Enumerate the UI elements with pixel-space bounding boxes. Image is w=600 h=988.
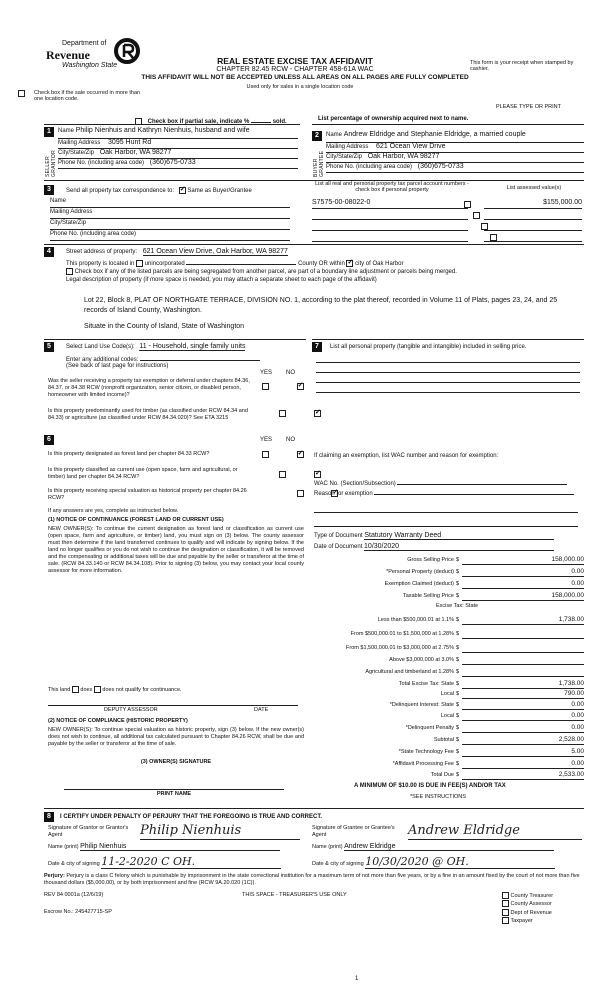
s5-q1-no[interactable] xyxy=(297,383,304,390)
money-label: Above $3,000,000 at 3.0% xyxy=(389,657,454,663)
perjury-label: Perjury: xyxy=(44,873,65,879)
deputy-line[interactable] xyxy=(48,697,298,706)
money-value[interactable] xyxy=(462,644,584,653)
dollar-sign: $ xyxy=(456,761,460,767)
dept-line2: Revenue xyxy=(46,48,90,62)
dollar-sign: $ xyxy=(456,645,460,651)
assessed-line-2[interactable] xyxy=(484,211,582,220)
dept-line1: Department of xyxy=(62,40,107,47)
money-value[interactable]: 0.00 xyxy=(462,760,584,769)
dollar-sign: $ xyxy=(456,713,460,719)
money-row xyxy=(312,736,584,745)
segregated-label: Check box if any of the listed parcels are being segregated from another parcel, are part of a boundary line adjustment or parcels being merged. xyxy=(74,269,457,276)
grantor-sig-label: Signature of Grantor or Grantor's Agent xyxy=(48,825,129,838)
money-row xyxy=(312,680,584,689)
seller-name-label: Name xyxy=(58,128,75,134)
section-2-number: 2 xyxy=(312,131,322,141)
money-label: *Delinquent Penalty xyxy=(405,725,454,731)
dist-treasurer: County Treasurer xyxy=(510,892,554,899)
money-value[interactable]: 5.00 xyxy=(462,748,584,757)
section-8-number: 8 xyxy=(44,812,54,822)
money-row xyxy=(312,630,584,639)
seller-address[interactable]: 3095 Hunt Rd xyxy=(108,139,152,146)
section-7-number: 7 xyxy=(312,342,322,352)
money-row xyxy=(312,568,584,577)
dollar-sign: $ xyxy=(456,631,460,637)
notice1-title: (1) NOTICE OF CONTINUANCE (FOREST LAND OR CURRENT USE) xyxy=(48,517,224,523)
section-3-number: 3 xyxy=(44,185,54,195)
does-checkbox[interactable] xyxy=(72,686,79,693)
s5-q2: Is this property predominantly used for timber (as classified under RCW 84.34 and 84.33) or agriculture (as classified under RCW 84.34.020)? See ETA 3215 xyxy=(48,408,248,421)
deputy-date-label: DATE xyxy=(254,707,269,713)
money-row xyxy=(312,616,584,625)
dollar-sign: $ xyxy=(456,669,460,675)
deputy-assessor-label: DEPUTY ASSESSOR xyxy=(104,707,158,713)
doc-type-label: Type of Document xyxy=(314,533,363,539)
dist-dor: Dept of Revenue xyxy=(510,909,552,916)
dollar-sign: $ xyxy=(456,657,460,663)
perjury-text: Perjury is a class C felony which is punishable by imprisonment in the state correctional institution for a maximum term of not more than five years, or by a fine in an amount fixed by the court of not more than five thousand dollars ($5,000.00), or by both imprisonment and fine (RCW 9A.20.020 (1C)). xyxy=(44,873,580,886)
money-label: *Personal Property (deduct) xyxy=(386,569,454,575)
pp-line-3[interactable] xyxy=(316,374,580,383)
seller-phone-label: Phone No. (including area code) xyxy=(58,160,145,166)
grantee-name-label: Name (print) xyxy=(312,844,343,850)
see-instructions: *SEE INSTRUCTIONS xyxy=(410,794,466,800)
buyer-address[interactable]: 621 Ocean View Drive xyxy=(376,143,446,150)
dollar-sign: $ xyxy=(456,691,460,697)
money-label: Total Due xyxy=(430,772,454,778)
dist-assessor: County Assessor xyxy=(510,901,552,908)
land-use-label: Select Land Use Code(s): xyxy=(66,344,135,350)
money-label: *State Technology Fee xyxy=(398,749,454,755)
money-row xyxy=(312,771,584,780)
personal-property-label: List all personal property (tangible and intangible) included in selling price. xyxy=(330,344,527,350)
parcel-header: List all real and personal property tax parcel account numbers - check box if personal property xyxy=(315,181,469,193)
money-row xyxy=(312,712,584,721)
dollar-sign: $ xyxy=(456,581,460,587)
section-5-number: 5 xyxy=(44,342,54,352)
street-label: Street address of property: xyxy=(66,249,138,255)
does-not-checkbox[interactable] xyxy=(94,686,101,693)
money-row xyxy=(312,748,584,757)
same-as-buyer-label: Same as Buyer/Grantee xyxy=(187,188,252,195)
s6-q3-yes[interactable] xyxy=(297,490,304,497)
buyer-side-label: BUYER GRANTEE xyxy=(313,150,325,177)
money-value[interactable]: 0.00 xyxy=(462,568,584,577)
partial-sale-label: Check box if partial sale, indicate % xyxy=(147,119,250,125)
buyer-city-label: City/State/Zip xyxy=(326,154,363,160)
located-label: This property is located in xyxy=(66,261,135,267)
doc-type[interactable]: Statutory Warranty Deed xyxy=(364,532,554,540)
parcel-number[interactable]: S7575-00-08022-0 xyxy=(312,199,371,206)
s5-q1-yes[interactable] xyxy=(262,383,269,390)
excise-header: Excise Tax: State xyxy=(436,603,479,609)
additional-codes-field[interactable] xyxy=(140,354,260,361)
money-row xyxy=(312,592,584,601)
s6-q1-no[interactable] xyxy=(297,451,304,458)
s3-name-label: Name xyxy=(50,198,67,204)
money-value[interactable]: 1,738.00 xyxy=(462,616,584,625)
dollar-sign: $ xyxy=(456,772,460,778)
dist-checkbox-assessor[interactable] xyxy=(502,900,509,907)
land-qualify-label: This land xyxy=(48,686,71,693)
pp-line-1[interactable] xyxy=(316,354,580,363)
legal-description[interactable]: Lot 22, Block 8, PLAT OF NORTHGATE TERRACE, DIVISION NO. 1, according to the plat thereof, recorded in Volume 11 of Plats, pages 23, 24, and 25 records of Island County, Washington. xyxy=(84,297,558,314)
money-row xyxy=(312,556,584,565)
money-row xyxy=(312,690,584,699)
same-as-buyer-checkbox[interactable] xyxy=(179,187,186,194)
parcel-line-3[interactable] xyxy=(312,222,468,231)
seller-side-label: SELLER GRANTOR xyxy=(45,149,57,177)
notice1-text: NEW OWNER(S): To continue the current designation as forest land or classification as current use (open space, farm and agriculture, or timber) land, you must sign on (3) below. The county assessor must then determine if the land transferred continues to qualify and will indicate by signing below. If the land no longer qualifies or you do not wish to continue the designation or classification, it will be removed and the compensating or additional taxes will be due and payable by the seller or transferor at the time of sale. (RCW 84.33.140 or RCW 84.34.108). Prior to signing (3) below, you may contact your local county assessor for more information. xyxy=(48,526,304,574)
money-value[interactable]: 1,738.00 xyxy=(462,680,584,689)
s6-if-yes: If any answers are yes, complete as instructed below. xyxy=(48,508,179,514)
s6-no-header: NO xyxy=(286,437,295,443)
money-row xyxy=(312,580,584,589)
wac-field[interactable] xyxy=(397,478,567,485)
grantee-signature[interactable]: Andrew Eldridge xyxy=(408,823,520,838)
situate-text[interactable]: Situate in the County of Island, State of Washington xyxy=(84,323,245,330)
s5-q2-yes[interactable] xyxy=(279,410,286,417)
s3-address-label: Mailing Address xyxy=(50,209,93,215)
distribution-list xyxy=(502,892,553,926)
treasurer-space: THIS SPACE - TREASURER'S USE ONLY xyxy=(242,892,347,898)
s5-no-header: NO xyxy=(286,370,295,376)
exemption-label: If claiming an exemption, list WAC number and reason for exemption: xyxy=(314,453,499,459)
multi-location-label: Check box if the sale occurred in more than one location code. xyxy=(34,90,141,102)
money-value[interactable]: 2,528.00 xyxy=(462,736,584,745)
correspondence-label: Send all property tax correspondence to: xyxy=(66,188,175,195)
dor-logo xyxy=(44,38,144,74)
doc-date-label: Date of Document xyxy=(314,544,363,550)
multi-location-checkbox[interactable] xyxy=(18,90,25,97)
s6-q2-yes[interactable] xyxy=(279,471,286,478)
money-value[interactable]: 2,533.00 xyxy=(462,771,584,780)
owner-signature-line[interactable] xyxy=(64,781,284,790)
seller-city-label: City/State/Zip xyxy=(58,150,95,156)
money-value[interactable]: 0.00 xyxy=(462,712,584,721)
section-8 xyxy=(44,808,584,873)
reason-line-3[interactable] xyxy=(314,518,578,527)
parcel-line-4[interactable] xyxy=(312,233,468,242)
perjury-notice xyxy=(44,873,584,887)
unincorporated-checkbox[interactable] xyxy=(136,260,143,267)
money-value[interactable]: 0.00 xyxy=(462,724,584,733)
seller-phone[interactable]: (360)675-0733 xyxy=(149,159,196,166)
money-label: Total Excise Tax: State xyxy=(398,681,454,687)
land-use-code[interactable]: 11 - Household, single family units xyxy=(139,343,246,350)
buyer-city[interactable]: Oak Harbor, WA 98277 xyxy=(367,153,440,160)
money-value[interactable]: 790.00 xyxy=(462,690,584,699)
reason-line-2[interactable] xyxy=(314,504,578,513)
seller-address-label: Mailing Address xyxy=(58,140,101,146)
escrow-number: Escrow No.: 245427715-SP xyxy=(44,909,112,915)
pp-line-2[interactable] xyxy=(316,364,580,373)
money-label: Subtotal xyxy=(433,737,454,743)
dollar-sign: $ xyxy=(456,617,460,623)
money-value[interactable] xyxy=(462,656,584,665)
dist-taxpayer: Taxpayer xyxy=(510,918,533,925)
buyer-address-label: Mailing Address xyxy=(326,144,369,150)
money-label: Taxable Selling Price xyxy=(402,593,454,599)
seller-city[interactable]: Oak Harbor, WA 98277 xyxy=(99,149,172,156)
doc-date[interactable]: 10/30/2020 xyxy=(364,543,554,551)
section-3 xyxy=(44,180,584,245)
wac-label: WAC No. (Section/Subsection) xyxy=(314,481,396,487)
s6-q2: Is this property classified as current use (open space, farm and agricultural, or timber) land per chapter 84.34 RCW? xyxy=(48,467,238,480)
assessed-line-3[interactable] xyxy=(484,222,582,231)
money-label: From $500,000.01 to $1,500,000 at 1.28% xyxy=(350,631,454,637)
buyer-section xyxy=(312,124,584,179)
grantor-signature[interactable]: Philip Nienhuis xyxy=(140,823,242,838)
s5-yes-header: YES xyxy=(260,370,273,376)
parcel-personal-checkbox-1[interactable] xyxy=(464,201,471,208)
parcel-line-2[interactable] xyxy=(312,211,468,220)
certify-text: I CERTIFY UNDER PENALTY OF PERJURY THAT THE FOREGOING IS TRUE AND CORRECT. xyxy=(60,814,323,820)
grantee-sig-label: Signature of Grantee or Grantee's Agent xyxy=(312,825,395,838)
rev-number: REV 84 0001a (12/6/19) xyxy=(44,892,104,898)
grantor-date[interactable]: 11-2-2020 C OH. xyxy=(101,855,281,869)
dollar-sign: $ xyxy=(456,725,460,731)
partial-sale-percent[interactable] xyxy=(251,116,271,123)
money-label: Gross Selling Price xyxy=(407,557,454,563)
minimum-due: A MINIMUM OF $10.00 IS DUE IN FEE(S) AND/OR TAX xyxy=(354,783,506,789)
assessed-line-4[interactable] xyxy=(484,233,582,242)
section-4-number: 4 xyxy=(44,247,54,257)
segregated-checkbox[interactable] xyxy=(66,268,73,275)
buyer-name-label: Name xyxy=(326,132,343,138)
money-value[interactable]: 158,000.00 xyxy=(462,592,584,601)
dollar-sign: $ xyxy=(456,737,460,743)
money-value[interactable]: 0.00 xyxy=(462,701,584,710)
legal-label: Legal description of property (if more space is needed, you may attach a separate sheet to each page of the affidavit) xyxy=(66,277,377,283)
section-1-number: 1 xyxy=(44,127,54,137)
money-label: *Affidavit Processing Fee xyxy=(392,761,454,767)
money-label: Local xyxy=(440,691,454,697)
grantee-name[interactable]: Andrew Eldridge xyxy=(344,843,554,851)
s3-phone-label: Phone No. (including area code) xyxy=(50,231,137,237)
money-row xyxy=(312,668,584,677)
pp-line-4[interactable] xyxy=(316,384,580,393)
parcel-personal-checkbox-2[interactable] xyxy=(473,212,480,219)
single-location: Used only for sales in a single location code xyxy=(246,84,354,90)
grantee-date-label: Date & city of signing xyxy=(312,861,364,867)
unincorporated-label: unincorporated xyxy=(144,261,185,267)
notice2-title: (2) NOTICE OF COMPLIANCE (HISTORIC PROPERTY) xyxy=(48,718,188,724)
city-of-label: city of Oak Harbor xyxy=(355,261,404,267)
s6-yes-header: YES xyxy=(260,437,273,443)
assessed-value[interactable]: $155,000.00 xyxy=(543,199,582,206)
type-or-print: PLEASE TYPE OR PRINT xyxy=(496,104,562,110)
owner-signature-label: (3) OWNER(S) SIGNATURE xyxy=(140,759,212,765)
money-row xyxy=(312,724,584,733)
dollar-sign: $ xyxy=(456,702,460,708)
ownership-note: List percentage of ownership acquired next to name. xyxy=(318,116,469,122)
s6-q3: Is this property receiving special valuation as historical property per chapter 84.26 RCW? xyxy=(48,488,247,501)
form-title: REAL ESTATE EXCISE TAX AFFIDAVIT xyxy=(217,56,373,66)
page-number: 1 xyxy=(355,976,359,982)
reason-field[interactable] xyxy=(374,488,574,495)
money-label: Exemption Claimed (deduct) xyxy=(384,581,454,587)
money-label: Local xyxy=(440,713,454,719)
section-5 xyxy=(44,339,306,436)
buyer-phone[interactable]: (360)675-0733 xyxy=(417,163,464,170)
grantor-name[interactable]: Philip Nienhuis xyxy=(80,843,280,851)
money-value[interactable] xyxy=(462,668,584,677)
s6-q1: Is this property designated as forest land per chapter 84.33 RCW? xyxy=(48,451,210,457)
multi-location-row xyxy=(18,90,158,102)
warning-text: THIS AFFIDAVIT WILL NOT BE ACCEPTED UNLESS ALL AREAS ON ALL PAGES ARE FULLY COMPLETED xyxy=(141,74,469,81)
does-not-label: does not qualify for continuance. xyxy=(102,686,182,693)
section-6-number: 6 xyxy=(44,435,54,445)
s3-city-label: City/State/Zip xyxy=(50,220,87,226)
section-6 xyxy=(44,435,306,805)
dist-checkbox-taxpayer[interactable] xyxy=(502,917,509,924)
county-field[interactable] xyxy=(186,258,296,265)
money-value[interactable] xyxy=(462,630,584,639)
dept-line3: Washington State xyxy=(62,62,118,69)
money-label: From $1,500,000.01 to $3,000,000 at 2.75% xyxy=(346,645,454,651)
dollar-sign: $ xyxy=(456,569,460,575)
grantee-date[interactable]: 10/30/2020 @ OH. xyxy=(365,855,555,869)
seller-section xyxy=(44,124,300,179)
money-row xyxy=(312,656,584,665)
does-label: does xyxy=(80,686,93,693)
sold-label: sold. xyxy=(272,119,287,125)
street-address[interactable]: 621 Ocean View Drive, Oak Harbor, WA 98277 xyxy=(142,248,288,255)
grantor-name-label: Name (print) xyxy=(48,844,79,850)
form-subtitle: CHAPTER 82.45 RCW - CHAPTER 458-61A WAC xyxy=(216,66,374,73)
reason-label: Reason for exemption xyxy=(314,491,373,497)
buyer-phone-label: Phone No. (including area code) xyxy=(326,164,413,170)
money-value[interactable]: 0.00 xyxy=(462,580,584,589)
dollar-sign: $ xyxy=(456,593,460,599)
city-checkbox[interactable] xyxy=(346,260,353,267)
grantor-date-label: Date & city of signing xyxy=(48,861,100,867)
money-value[interactable]: 158,000.00 xyxy=(462,556,584,565)
section-4 xyxy=(44,244,584,339)
county-label: County OR within xyxy=(298,261,345,267)
notice2-text: NEW OWNER(S): To continue special valuation as historic property, sign (3) below. If the new owner(s) does not wish to continue, all additional tax calculated pursuant to Chapter 84.26 RCW, shall be due and payable by the seller or transferor at the time of sale. xyxy=(48,727,304,747)
dist-checkbox-treasurer[interactable] xyxy=(502,892,509,899)
assessed-header: List assessed value(s) xyxy=(506,185,562,191)
money-label: Less than $500,000.01 at 1.1% xyxy=(377,617,454,623)
buyer-name[interactable]: Andrew Eldridge and Stephanie Eldridge, a married couple xyxy=(343,131,526,138)
s6-q1-yes[interactable] xyxy=(262,451,269,458)
see-back: (See back of last page for instructions) xyxy=(66,363,169,369)
receipt-note: This form is your receipt when stamped by cashier. xyxy=(470,60,574,72)
money-row xyxy=(312,760,584,769)
money-row xyxy=(312,701,584,710)
s5-q1: Was the seller receiving a property tax exemption or deferral under chapters 84.36, 84.37, or 84.38 RCW (nonprofit organization, senior citizen, or disabled person, homeowner with limited income)? xyxy=(48,378,250,398)
seller-name[interactable]: Philip Nienhuis and Kathryn Nienhuis, husband and wife xyxy=(75,127,250,134)
money-label: Agricultural and timberland at 1.28% xyxy=(365,669,454,675)
dist-checkbox-dor[interactable] xyxy=(502,909,509,916)
dollar-sign: $ xyxy=(456,749,460,755)
money-row xyxy=(312,644,584,653)
dor-logo-icon xyxy=(114,38,140,64)
additional-codes-label: Enter any additional codes: xyxy=(66,357,139,363)
dollar-sign: $ xyxy=(456,681,460,687)
print-name-label: PRINT NAME xyxy=(156,791,192,797)
money-label: *Delinquent Interest: State xyxy=(389,702,454,708)
dollar-sign: $ xyxy=(456,557,460,563)
